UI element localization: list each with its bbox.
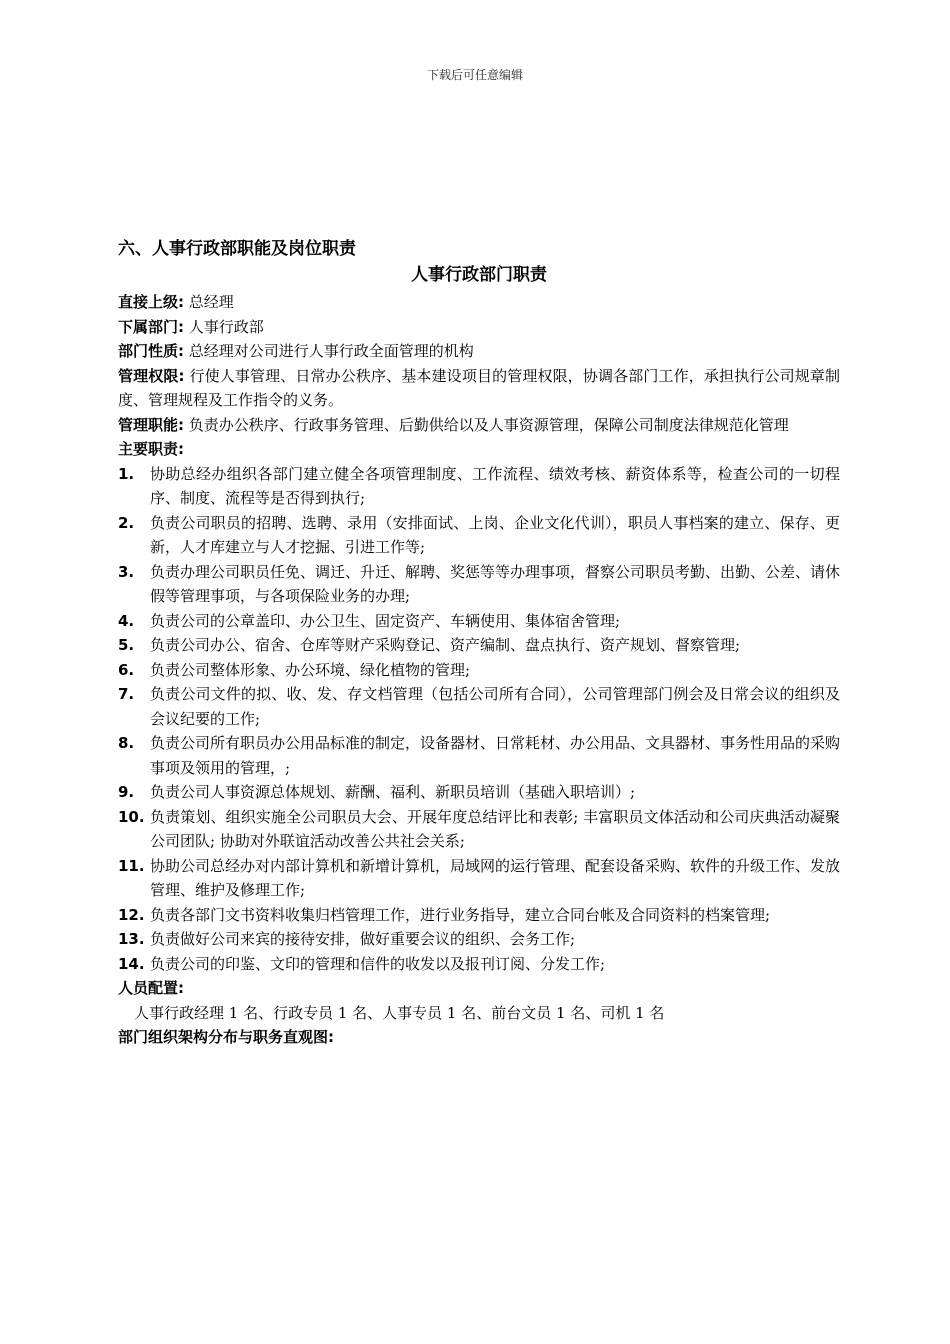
duty-item: [118, 805, 840, 854]
duty-number: 14.: [118, 954, 145, 973]
staffing-heading: 人员配置:: [118, 979, 184, 997]
duty-text: 负责策划、组织实施全公司职员大会、开展年度总结评比和表彰; 丰富职员文体活动和公司庆典活动凝聚公司团队; 协助对外联谊活动改善公共社会关系;: [150, 807, 840, 850]
duty-number: 11.: [118, 856, 145, 875]
duty-item: [118, 682, 840, 731]
section-title: 六、人事行政部职能及岗位职责: [118, 239, 356, 259]
duty-text: 负责公司职员的招聘、选聘、录用（安排面试、上岗、企业文化代训），职员人事档案的建立、保存、更新，人才库建立与人才挖掘、引进工作等;: [150, 513, 840, 556]
duty-number: 3.: [118, 562, 135, 581]
staffing-text: 人事行政经理 1 名、行政专员 1 名、人事专员 1 名、前台文员 1 名、司机 1 名: [134, 1003, 665, 1022]
duty-text: 负责公司的公章盖印、办公卫生、固定资产、车辆使用、集体宿舍管理;: [150, 611, 621, 630]
duty-number: 9.: [118, 783, 135, 801]
duty-item: [118, 658, 840, 683]
duty-item: [118, 854, 840, 903]
duty-number: 2.: [118, 513, 135, 532]
field-label: 管理权限:: [118, 366, 185, 385]
document-title: 人事行政部门职责: [411, 265, 547, 285]
duty-item: [118, 927, 840, 952]
duty-number: 4.: [118, 611, 135, 630]
field-value: 负责办公秩序、行政事务管理、后勤供给以及人事资源管理，保障公司制度法律规范化管理: [188, 415, 789, 434]
field-value: 总经理: [188, 293, 234, 311]
duty-number: 7.: [118, 685, 135, 703]
duty-item: [118, 731, 840, 780]
field-subordinate-dept: [118, 315, 840, 340]
duty-item: [118, 633, 840, 658]
header-note: 下载后可任意编辑: [426, 68, 523, 82]
field-label: 下属部门:: [118, 317, 184, 336]
duty-number: 8.: [118, 734, 135, 752]
duty-text: 协助总经办组织各部门建立健全各项管理制度、工作流程、绩效考核、薪资体系等，检查公司的一切程序、制度、流程等是否得到执行;: [150, 464, 840, 507]
duty-item: [118, 952, 840, 977]
duty-item: [118, 780, 840, 805]
document-body: [118, 236, 840, 1050]
duty-text: 负责公司文件的拟、收、发、存文档管理（包括公司所有合同），公司管理部门例会及日常会议的组织及会议纪要的工作;: [150, 685, 840, 728]
duty-text: 负责公司人事资源总体规划、薪酬、福利、新职员培训（基础入职培训）;: [150, 783, 636, 801]
field-label: 部门性质:: [118, 342, 184, 360]
duty-item: [118, 560, 840, 609]
duty-item: [118, 511, 840, 560]
duty-text: 负责公司整体形象、办公环境、绿化植物的管理;: [150, 660, 471, 679]
field-function: [118, 413, 840, 438]
duty-number: 13.: [118, 930, 145, 948]
field-value: 行使人事管理、日常办公秩序、基本建设项目的管理权限，协调各部门工作，承担执行公司规章制度、管理规程及工作指令的义务。: [118, 366, 840, 409]
field-authority: [118, 364, 840, 413]
field-dept-nature: [118, 339, 840, 364]
duty-number: 5.: [118, 636, 135, 654]
org-chart-heading: 部门组织架构分布与职务直观图:: [118, 1028, 335, 1046]
duty-text: 负责公司所有职员办公用品标准的制定，设备器材、日常耗材、办公用品、文具器材、事务性用品的采购事项及领用的管理，;: [150, 734, 841, 777]
duty-text: 协助公司总经办对内部计算机和新增计算机，局域网的运行管理、配套设备采购、软件的升级工作、发放管理、维护及修理工作;: [150, 856, 841, 899]
duty-text: 负责办理公司职员任免、调迁、升迁、解聘、奖惩等等办理事项，督察公司职员考勤、出勤、公差、请休假等管理事项，与各项保险业务的办理;: [150, 562, 841, 605]
duty-number: 12.: [118, 905, 145, 924]
duty-item: [118, 609, 840, 634]
duty-text: 负责公司办公、宿舍、仓库等财产采购登记、资产编制、盘点执行、资产规划、督察管理;: [150, 636, 741, 654]
duty-number: 6.: [118, 660, 135, 679]
duties-heading: 主要职责:: [118, 440, 184, 458]
field-label: 直接上级:: [118, 293, 184, 311]
duty-number: 1.: [118, 464, 135, 483]
field-supervisor: [118, 290, 840, 315]
duty-text: 负责做好公司来宾的接待安排，做好重要会议的组织、会务工作;: [150, 930, 576, 948]
duty-text: 负责公司的印鉴、文印的管理和信件的收发以及报刊订阅、分发工作;: [150, 954, 606, 973]
duty-item: [118, 903, 840, 928]
duty-item: [118, 462, 840, 511]
field-label: 管理职能:: [118, 415, 184, 434]
duty-number: 10.: [118, 807, 145, 826]
field-value: 总经理对公司进行人事行政全面管理的机构: [188, 342, 474, 360]
field-value: 人事行政部: [188, 317, 264, 336]
duty-text: 负责各部门文书资料收集归档管理工作，进行业务指导，建立合同台帐及合同资料的档案管理;: [150, 905, 771, 924]
